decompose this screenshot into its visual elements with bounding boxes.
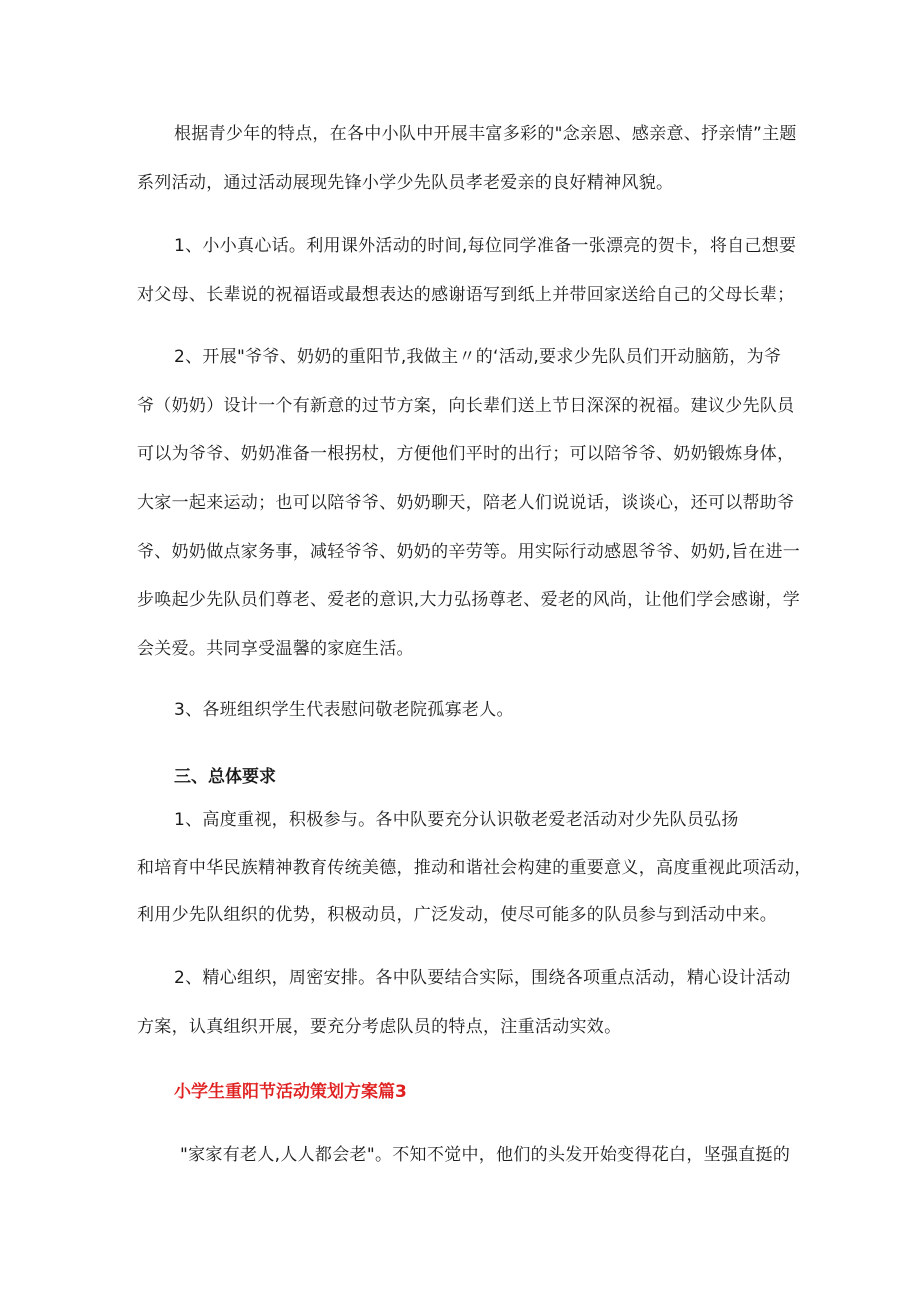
intro-line-1: 根据青少年的特点，在各中小队中开展丰富多彩的"念亲恩、感亲意、抒亲情”主题: [174, 124, 797, 144]
article-line-1: "家家有老人,人人都会老"。不知不觉中，他们的头发开始变得花白，坚强直挺的: [180, 1145, 791, 1165]
item1-line-2: 对父母、长辈说的祝福语或最想表达的感谢语写到纸上并带回家送给自己的父母长辈；: [137, 285, 795, 305]
req1-line-1: 1、高度重视，积极参与。各中队要充分认识敬老爱老活动对少先队员弘扬: [174, 810, 739, 830]
item2-line-2: 爷（奶奶）设计一个有新意的过节方案，向长辈们送上节日深深的祝福。建议少先队员: [137, 396, 795, 416]
item1-line-1: 1、小小真心话。利用课外活动的时间,每位同学准备一张漂亮的贺卡，将自己想要: [174, 236, 797, 256]
item2-line-5: 爷、奶奶做点家务事，减轻爷爷、奶奶的辛劳等。用实际行动感恩爷爷、奶奶,旨在进一: [137, 542, 801, 562]
req1-line-2: 和培育中华民族精神教育传统美德，推动和谐社会构建的重要意义，高度重视此项活动，: [137, 858, 812, 878]
req1-line-3: 利用少先队组织的优势，积极动员，广泛发动，使尽可能多的队员参与到活动中来。: [137, 905, 778, 925]
item2-line-6: 步唤起少先队员们尊老、爱老的意识,大力弘扬尊老、爱老的风尚，让他们学会感谢，学: [137, 590, 801, 610]
article-title: 小学生重阳节活动策划方案篇3: [174, 1082, 407, 1102]
req2-line-2: 方案，认真组织开展，要充分考虑队员的特点，注重活动实效。: [137, 1017, 622, 1037]
intro-line-2: 系列活动，通过活动展现先锋小学少先队员孝老爱亲的良好精神风貌。: [137, 173, 674, 193]
item2-line-1: 2、开展"爷爷、奶奶的重阳节,我做主〃的‘活动,要求少先队员们开动脑筋，为爷: [174, 347, 782, 367]
item2-line-7: 会关爱。共同享受温馨的家庭生活。: [137, 639, 414, 659]
section-heading: 三、总体要求: [174, 767, 276, 787]
item2-line-3: 可以为爷爷、奶奶准备一根拐杖，方便他们平时的出行；可以陪爷爷、奶奶锻炼身体，: [137, 444, 795, 464]
item3-line-1: 3、各班组织学生代表慰问敬老院孤寡老人。: [174, 700, 514, 720]
req2-line-1: 2、精心组织，周密安排。各中队要结合实际，围绕各项重点活动，精心设计活动: [174, 968, 791, 988]
item2-line-4: 大家一起来运动；也可以陪爷爷、奶奶聊天，陪老人们说说话，谈谈心，还可以帮助爷: [137, 493, 795, 513]
